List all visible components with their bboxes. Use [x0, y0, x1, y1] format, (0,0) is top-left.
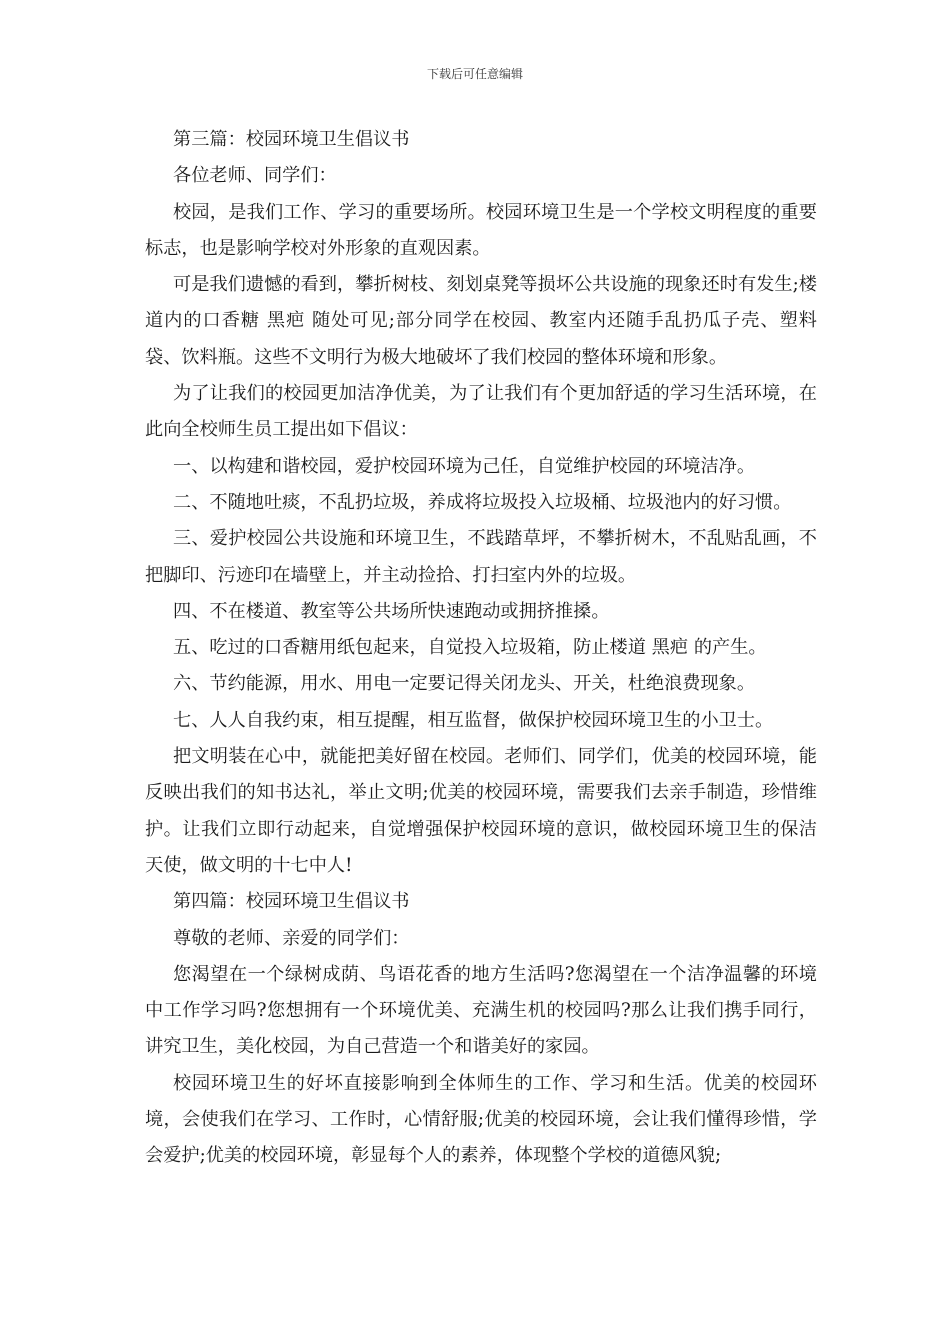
- section-title-3: 第三篇：校园环境卫生倡议书: [173, 129, 410, 150]
- paragraph: 校园，是我们工作、学习的重要场所。校园环境卫生是一个学校文明程度的重要标志，也是影响学校对外形象的直观因素。: [145, 201, 817, 259]
- proposal-item-1: 一、以构建和谐校园，爱护校园环境为己任，自觉维护校园的环境洁净。: [173, 455, 756, 477]
- page-header: 下载后可任意编辑: [426, 67, 523, 81]
- salutation-3: 各位老师、同学们：: [173, 165, 337, 187]
- proposal-item-4: 四、不在楼道、教室等公共场所快速跑动或拥挤推搡。: [173, 600, 610, 622]
- paragraph: 校园环境卫生的好坏直接影响到全体师生的工作、学习和生活。优美的校园环境，会使我们在学习、工作时，心情舒服;优美的校园环境，会让我们懂得珍惜，学会爱护;优美的校园环境，彰显每个人的素养，体现整个学校的道德风貌;: [145, 1072, 817, 1167]
- document-body: [145, 122, 817, 1175]
- section-title-4: 第四篇：校园环境卫生倡议书: [173, 891, 410, 913]
- proposal-item-5: 五、吃过的口香糖用纸包起来，自觉投入垃圾箱，防止楼道 黑疤 的产生。: [173, 637, 767, 659]
- proposal-item-6: 六、节约能源，用水、用电一定要记得关闭龙头、开关，杜绝浪费现象。: [173, 673, 756, 695]
- paragraph: 可是我们遗憾的看到，攀折树枝、刻划桌凳等损坏公共设施的现象还时有发生;楼道内的口香糖 黑疤 随处可见;部分同学在校园、教室内还随手乱扔瓜子壳、塑料袋、饮料瓶。这些不文明行为极大地破坏了我们校园的整体环境和形象。: [145, 274, 817, 368]
- salutation-4: 尊敬的老师、亲爱的同学们：: [173, 927, 410, 949]
- paragraph: 您渴望在一个绿树成荫、鸟语花香的地方生活吗?您渴望在一个洁净温馨的环境中工作学习吗?您想拥有一个环境优美、充满生机的校园吗?那么让我们携手同行，讲究卫生，美化校园，为自己营造一个和谐美好的家园。: [145, 963, 817, 1058]
- paragraph: 为了让我们的校园更加洁净优美，为了让我们有个更加舒适的学习生活环境，在此向全校师生员工提出如下倡议：: [145, 383, 817, 441]
- paragraph: 把文明装在心中，就能把美好留在校园。老师们、同学们，优美的校园环境，能反映出我们的知书达礼，举止文明;优美的校园环境，需要我们去亲手制造，珍惜维护。让我们立即行动起来，自觉增强保护校园环境的意识，做校园环境卫生的保洁天使，做文明的十七中人!: [145, 746, 817, 876]
- proposal-item-7: 七、人人自我约束，相互提醒，相互监督，做保护校园环境卫生的小卫士。: [173, 709, 774, 731]
- proposal-item-2: 二、不随地吐痰，不乱扔垃圾，养成将垃圾投入垃圾桶、垃圾池内的好习惯。: [173, 491, 792, 513]
- proposal-item-3: 三、爱护校园公共设施和环境卫生，不践踏草坪，不攀折树木，不乱贴乱画，不把脚印、污迹印在墙壁上，并主动捡拾、打扫室内外的垃圾。: [145, 528, 817, 586]
